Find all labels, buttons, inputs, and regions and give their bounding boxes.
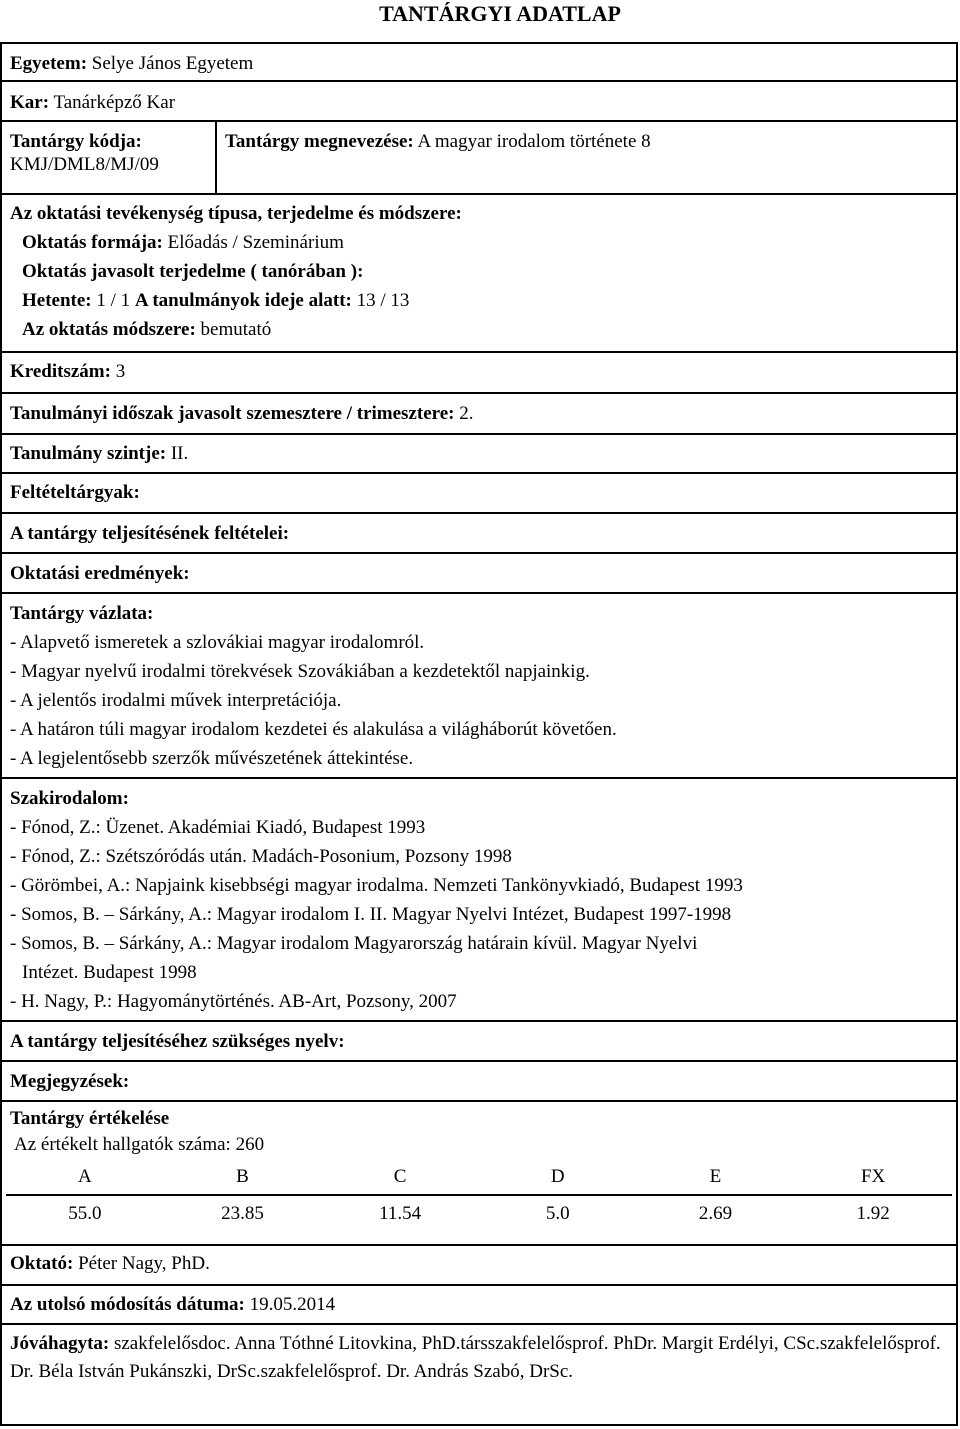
course-name-cell [217, 122, 956, 193]
teaching-form-value: Előadás / Szeminárium [167, 232, 344, 253]
students-label: Az értékelt hallgatók száma: [14, 1134, 231, 1155]
university-label: Egyetem: [10, 53, 88, 74]
literature-row [2, 779, 956, 1022]
outline-row [2, 594, 956, 779]
grade-header: C [393, 1165, 407, 1187]
faculty-label: Kar: [10, 92, 50, 113]
faculty-value: Tanárképző Kar [53, 92, 176, 113]
literature-item: - Fónod, Z.: Üzenet. Akadémiai Kiadó, Budapest 1993 [10, 817, 426, 838]
notes-row [2, 1062, 956, 1102]
teaching-scope-label: Oktatás javasolt terjedelme ( tanórában ): [22, 261, 364, 282]
evaluation-row [2, 1102, 956, 1246]
outcomes-label: Oktatási eredmények: [10, 563, 190, 584]
teaching-row [2, 195, 956, 353]
document-title: TANTÁRGYI ADATLAP [379, 1, 621, 26]
approved-label: Jóváhagyta: [10, 1333, 110, 1354]
grade-header: D [550, 1165, 565, 1187]
outline-item: - A jelentős irodalmi művek interpretációja. [10, 690, 342, 711]
credits-value: 3 [115, 361, 126, 382]
course-datasheet [0, 42, 958, 1426]
literature-item: - H. Nagy, P.: Hagyománytörténés. AB-Art, Pozsony, 2007 [10, 991, 457, 1012]
literature-label: Szakirodalom: [10, 788, 129, 809]
level-value: II. [170, 443, 189, 464]
grade-header: FX [860, 1165, 886, 1187]
modified-label: Az utolsó módosítás dátuma: [10, 1294, 245, 1315]
teaching-hours [10, 286, 956, 315]
level-row [2, 435, 956, 474]
notes-label: Megjegyzések: [10, 1071, 130, 1092]
grade-header: E [709, 1165, 722, 1187]
method-label: Az oktatás módszere: [22, 319, 196, 340]
outline-item: - Alapvető ismeretek a szlovákiai magyar irodalomról. [10, 632, 425, 653]
course-code-label: Tantárgy kódja: [10, 131, 142, 152]
lecturer-label: Oktató: [10, 1253, 74, 1274]
grade-percentage: 55.0 [68, 1202, 102, 1224]
modified-row [2, 1286, 956, 1325]
teaching-heading: Az oktatási tevékenység típusa, terjedelme és módszere: [10, 203, 462, 224]
lecturer-value: Péter Nagy, PhD. [78, 1253, 210, 1274]
evaluation-label: Tantárgy értékelése [10, 1108, 170, 1129]
modified-value: 19.05.2014 [249, 1294, 336, 1315]
course-code-value: KMJ/DML8/MJ/09 [10, 153, 159, 175]
approved-value: szakfelelősdoc. Anna Tóthné Litovkina, PhD.társszakfelelősprof. PhDr. Margit Erdélyi, CSc.szakfelelősprof. Dr. Béla István Pukánszki, DrSc.szakfelelősprof. Dr. András Szabó, DrSc. [10, 1333, 941, 1382]
prerequisites-label: Feltételtárgyak: [10, 482, 140, 503]
semester-value: 2. [459, 403, 474, 424]
faculty-row [2, 82, 956, 122]
students-value: 260 [235, 1134, 265, 1155]
language-label: A tantárgy teljesítéséhez szükséges nyelv: [10, 1031, 345, 1052]
language-row [2, 1022, 956, 1062]
total-value: 13 / 13 [356, 290, 410, 311]
university-value: Selye János Egyetem [91, 53, 254, 74]
grade-percentage: 1.92 [856, 1202, 890, 1224]
literature-item: - Görömbei, A.: Napjaink kisebbségi magyar irodalma. Nemzeti Tankönyvkiadó, Budapest 1993 [10, 875, 743, 896]
grade-percentage: 11.54 [379, 1202, 422, 1224]
weekly-value: 1 / 1 [96, 290, 131, 311]
literature-item: Intézet. Budapest 1998 [22, 962, 197, 983]
grade-value-row [6, 1195, 952, 1232]
outcomes-row [2, 554, 956, 594]
course-code-cell [2, 122, 217, 193]
total-label: A tanulmányok ideje alatt: [134, 290, 352, 311]
semester-row [2, 394, 956, 435]
course-name-value: A magyar irodalom története 8 [417, 131, 651, 152]
credits-label: Kreditszám: [10, 361, 111, 382]
outline-label: Tantárgy vázlata: [10, 603, 154, 624]
outline-item: - A legjelentősebb szerzők művészetének áttekintése. [10, 748, 414, 769]
conditions-row [2, 514, 956, 554]
evaluated-students [10, 1134, 956, 1160]
teaching-form-label: Oktatás formája: [22, 232, 163, 253]
weekly-label: Hetente: [22, 290, 92, 311]
grade-percentage: 5.0 [545, 1202, 570, 1224]
approved-row [2, 1325, 956, 1386]
course-name-label: Tantárgy megnevezése: [225, 131, 414, 152]
level-label: Tanulmány szintje: [10, 443, 167, 464]
literature-item: - Somos, B. – Sárkány, A.: Magyar irodalom I. II. Magyar Nyelvi Intézet, Budapest 1997-1998 [10, 904, 732, 925]
outline-item: - A határon túli magyar irodalom kezdetei és alakulása a világháborút követően. [10, 719, 617, 740]
semester-label: Tanulmányi időszak javasolt szemesztere / trimesztere: [10, 403, 455, 424]
course-id-row [2, 122, 956, 195]
grade-header: B [236, 1165, 249, 1187]
grade-table [6, 1160, 952, 1232]
outline-item: - Magyar nyelvű irodalmi törekvések Szovákiában a kezdetektől napjainkig. [10, 661, 590, 682]
grade-percentage: 2.69 [698, 1202, 733, 1224]
credits-row [2, 353, 956, 394]
teaching-method [10, 315, 956, 344]
conditions-label: A tantárgy teljesítésének feltételei: [10, 523, 290, 544]
literature-item: - Somos, B. – Sárkány, A.: Magyar irodalom Magyarország határain kívül. Magyar Nyelvi [10, 933, 698, 954]
grade-header-row [6, 1160, 952, 1195]
grade-percentage: 23.85 [221, 1202, 264, 1224]
prerequisites-row [2, 474, 956, 514]
university-row [2, 44, 956, 82]
method-value: bemutató [200, 319, 272, 340]
teaching-form [10, 228, 956, 257]
grade-header: A [77, 1165, 92, 1187]
lecturer-row [2, 1246, 956, 1286]
literature-item: - Fónod, Z.: Szétszóródás után. Madách-Posonium, Pozsony 1998 [10, 846, 512, 867]
